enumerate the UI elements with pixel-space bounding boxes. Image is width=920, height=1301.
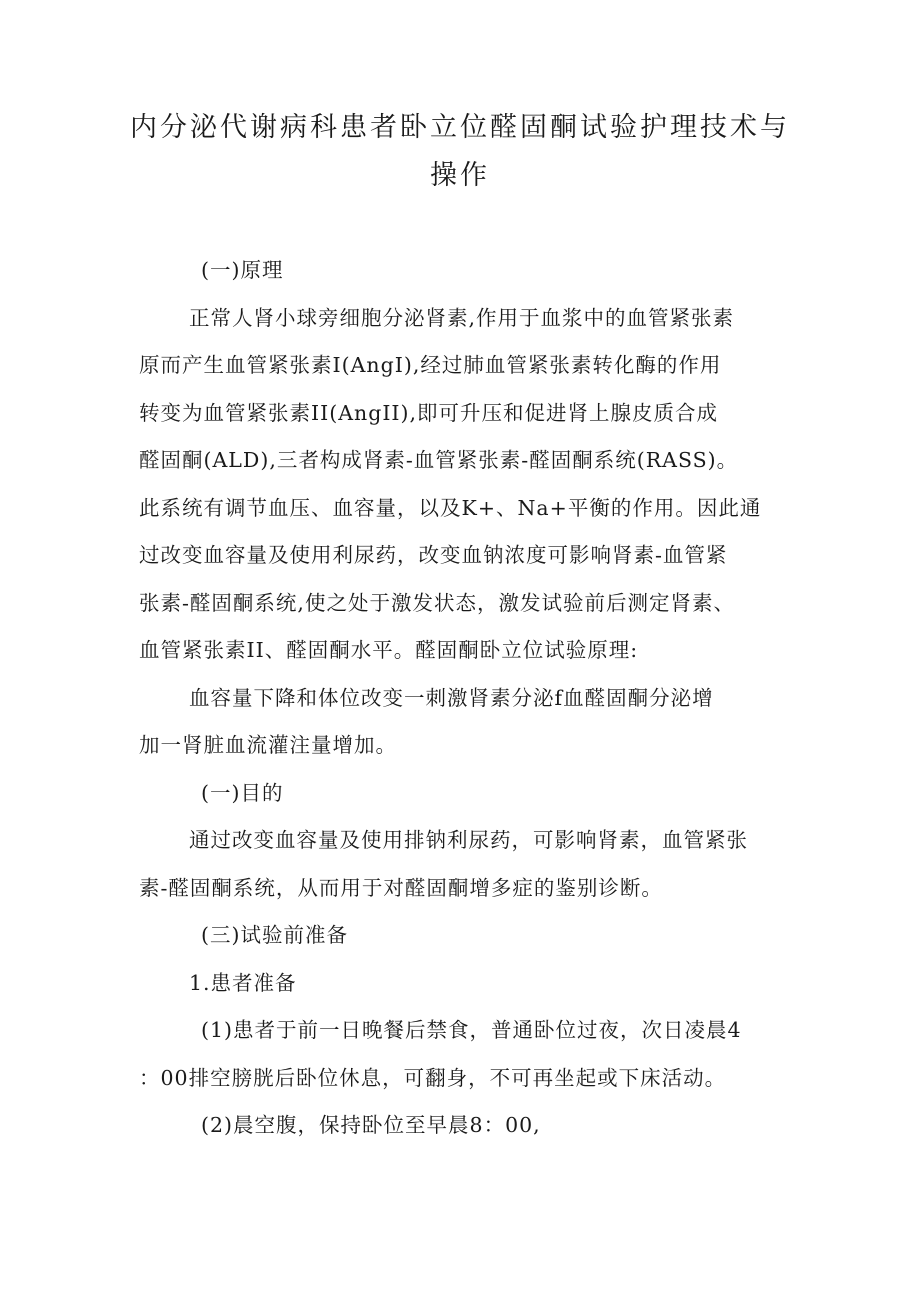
subsection-heading-patient: 1.患者准备 bbox=[189, 970, 297, 995]
document-body bbox=[139, 247, 799, 1150]
paragraph-line: 转变为血管紧张素II(AngII),即可升压和促进肾上腺皮质合成 bbox=[139, 400, 719, 425]
paragraph-line: 正常人肾小球旁细胞分泌肾素,作用于血浆中的血管紧张素 bbox=[189, 305, 735, 330]
paragraph-line: 张素-醛固酮系统,使之处于激发状态，激发试验前后测定肾素、 bbox=[139, 590, 735, 615]
document-title bbox=[120, 104, 800, 200]
paragraph-line: 原而产生血管紧张素I(AngI),经过肺血管紧张素转化酶的作用 bbox=[139, 353, 722, 377]
list-item-line: ：00排空膀胱后卧位休息，可翻身，不可再坐起或下床活动。 bbox=[139, 1065, 727, 1090]
section-heading-preparation: (三)试验前准备 bbox=[201, 923, 348, 947]
paragraph-line: 加一肾脏血流灌注量增加。 bbox=[139, 733, 397, 757]
section-heading-principle: (一)原理 bbox=[201, 258, 284, 282]
title-line-2: 操作 bbox=[430, 160, 490, 191]
paragraph-line: 血容量下降和体位改变一刺激肾素分泌f血醛固酮分泌增 bbox=[189, 685, 714, 710]
paragraph-line: 血管紧张素II、醛固酮水平。醛固酮卧立位试验原理: bbox=[139, 638, 639, 662]
paragraph-line: 通过改变血容量及使用排钠利尿药，可影响肾素，血管紧张 bbox=[189, 828, 748, 852]
paragraph-line: 素-醛固酮系统，从而用于对醛固酮增多症的鉴别诊断。 bbox=[139, 875, 663, 900]
list-item-line: (2)晨空腹，保持卧位至早晨8：00, bbox=[201, 1113, 541, 1137]
paragraph-line: 醛固酮(ALD),三者构成肾素-血管紧张素-醛固酮系统(RASS)。 bbox=[139, 448, 739, 472]
paragraph-line: 过改变血容量及使用利尿药，改变血钠浓度可影响肾素-血管紧 bbox=[139, 543, 728, 567]
title-line-1: 内分泌代谢病科患者卧立位醛固酮试验护理技术与 bbox=[130, 112, 790, 143]
section-heading-purpose: (一)目的 bbox=[201, 780, 284, 805]
list-item-line: (1)患者于前一日晚餐后禁食，普通卧位过夜，次日凌晨4 bbox=[201, 1018, 742, 1042]
paragraph-line: 此系统有调节血压、血容量，以及K+、Na+平衡的作用。因此通 bbox=[139, 495, 762, 520]
